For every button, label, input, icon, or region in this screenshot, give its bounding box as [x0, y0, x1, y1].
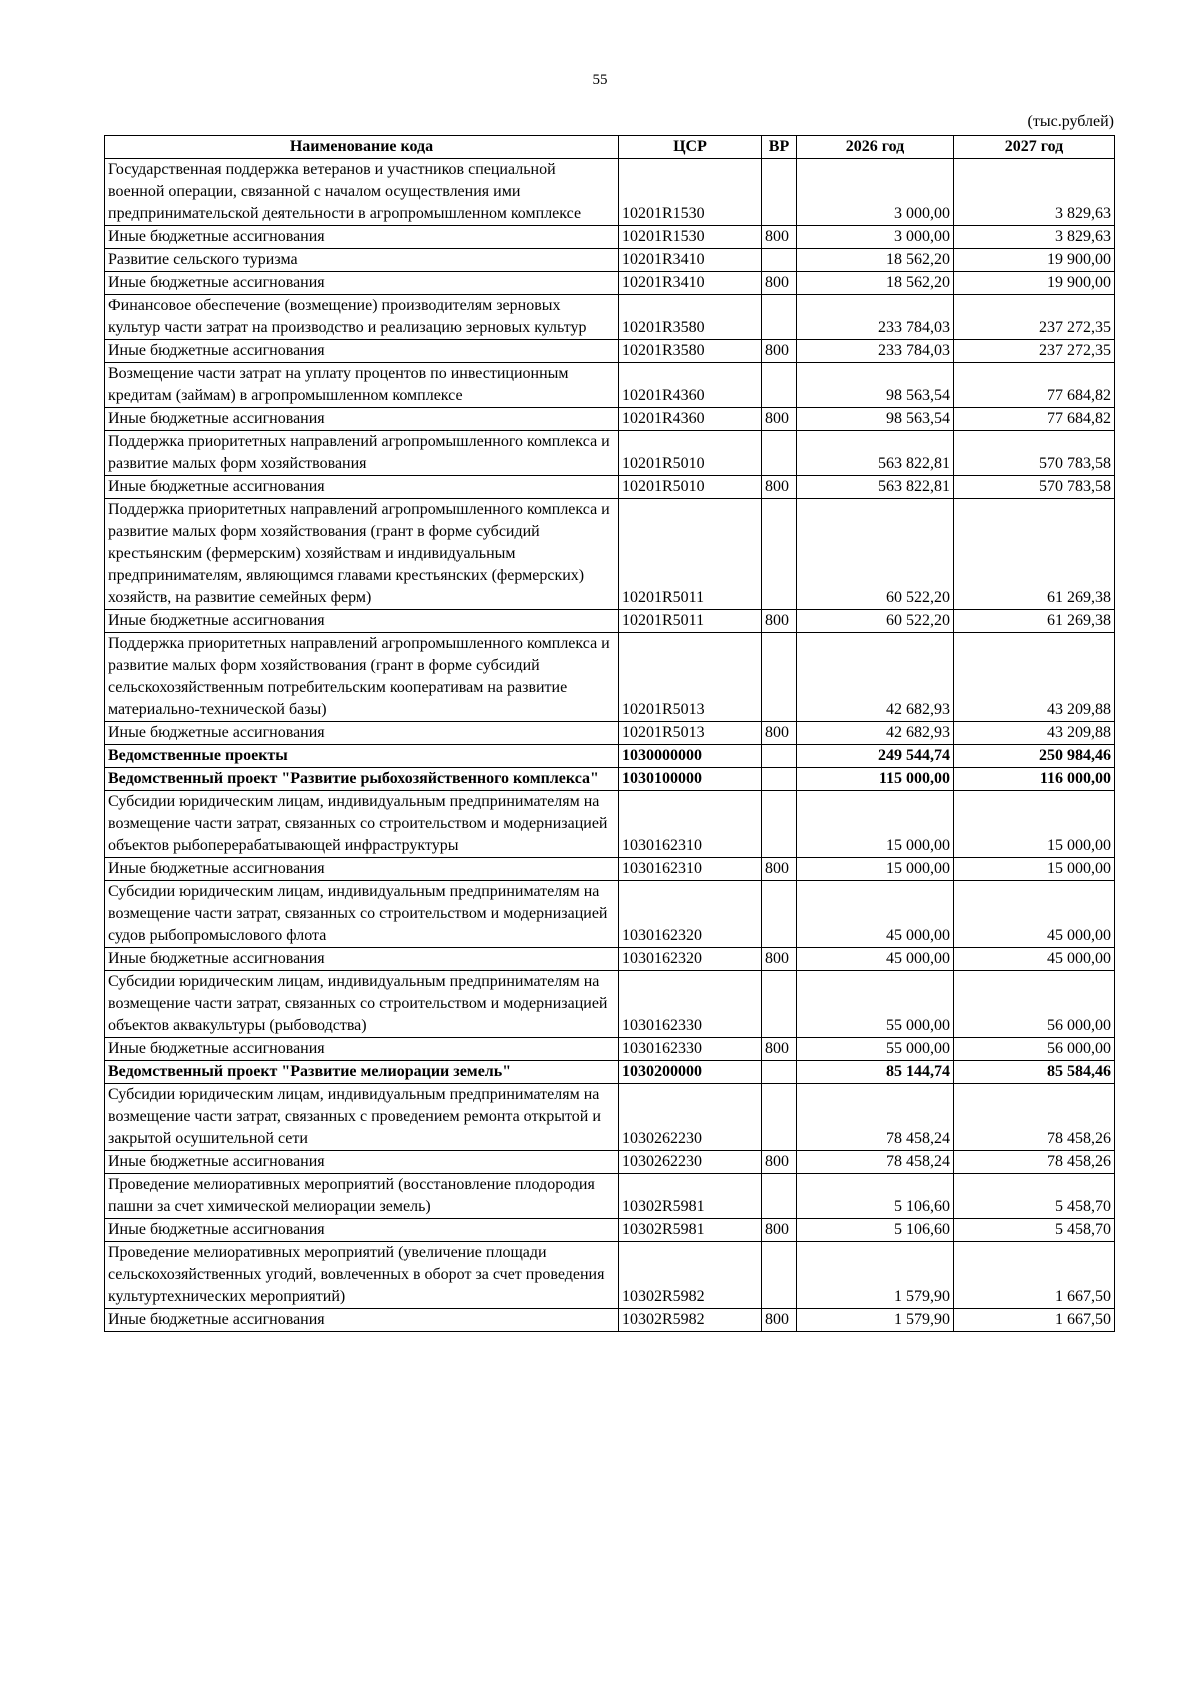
page-number: 55 — [592, 72, 608, 88]
value-2026-cell: 563 822,81 — [797, 431, 954, 476]
table-row — [105, 408, 1115, 431]
value-2026-cell: 45 000,00 — [797, 881, 954, 948]
vr-cell: 800 — [762, 1309, 797, 1332]
value-2027-cell: 45 000,00 — [954, 948, 1115, 971]
name-cell: Поддержка приоритетных направлений агропромышленного комплекса и развитие малых форм хозяйствования — [105, 431, 619, 476]
vr-cell — [762, 431, 797, 476]
vr-cell — [762, 249, 797, 272]
value-2026-cell: 60 522,20 — [797, 610, 954, 633]
value-2027-cell: 77 684,82 — [954, 408, 1115, 431]
table-row — [105, 791, 1115, 858]
name-cell: Иные бюджетные ассигнования — [105, 722, 619, 745]
csr-cell: 1030162330 — [619, 1038, 762, 1061]
table-row — [105, 159, 1115, 226]
value-2027-cell: 5 458,70 — [954, 1174, 1115, 1219]
name-cell: Финансовое обеспечение (возмещение) производителям зерновых культур части затрат на производство и реализацию зерновых культур — [105, 295, 619, 340]
csr-cell: 1030162310 — [619, 791, 762, 858]
vr-cell: 800 — [762, 1219, 797, 1242]
table-row — [105, 476, 1115, 499]
vr-cell: 800 — [762, 948, 797, 971]
units-label: (тыс.рублей) — [1027, 113, 1114, 130]
value-2026-cell: 1 579,90 — [797, 1242, 954, 1309]
csr-cell: 1030162320 — [619, 948, 762, 971]
value-2027-cell: 19 900,00 — [954, 249, 1115, 272]
value-2027-cell: 19 900,00 — [954, 272, 1115, 295]
value-2026-cell: 563 822,81 — [797, 476, 954, 499]
table-row — [105, 768, 1115, 791]
value-2027-cell: 237 272,35 — [954, 295, 1115, 340]
csr-cell: 10201R5011 — [619, 499, 762, 610]
value-2026-cell: 3 000,00 — [797, 226, 954, 249]
value-2027-cell: 15 000,00 — [954, 791, 1115, 858]
vr-cell: 800 — [762, 1038, 797, 1061]
csr-cell: 10201R5010 — [619, 431, 762, 476]
table-row — [105, 948, 1115, 971]
value-2027-cell: 1 667,50 — [954, 1242, 1115, 1309]
column-header-2026: 2026 год — [797, 136, 954, 159]
name-cell: Ведомственный проект "Развитие рыбохозяйственного комплекса" — [105, 768, 619, 791]
name-cell: Субсидии юридическим лицам, индивидуальным предпринимателям на возмещение части затрат, связанных со строительством и модернизацией объектов рыбоперерабатывающей инфраструктуры — [105, 791, 619, 858]
vr-cell — [762, 295, 797, 340]
value-2026-cell: 5 106,60 — [797, 1174, 954, 1219]
value-2027-cell: 43 209,88 — [954, 633, 1115, 722]
value-2027-cell: 78 458,26 — [954, 1084, 1115, 1151]
name-cell: Поддержка приоритетных направлений агропромышленного комплекса и развитие малых форм хозяйствования (грант в форме субсидий крестьянским (фермерским) хозяйствам и индивидуальным предпринимателям, являющимся главами крестьянских (фермерских) хозяйств, на развитие семейных ферм) — [105, 499, 619, 610]
value-2027-cell: 61 269,38 — [954, 610, 1115, 633]
table-row — [105, 226, 1115, 249]
vr-cell — [762, 499, 797, 610]
name-cell: Иные бюджетные ассигнования — [105, 1309, 619, 1332]
csr-cell: 10201R1530 — [619, 226, 762, 249]
value-2026-cell: 42 682,93 — [797, 633, 954, 722]
name-cell: Поддержка приоритетных направлений агропромышленного комплекса и развитие малых форм хозяйствования (грант в форме субсидий сельскохозяйственным потребительским кооперативам на развитие материально-технической базы) — [105, 633, 619, 722]
name-cell: Иные бюджетные ассигнования — [105, 408, 619, 431]
vr-cell — [762, 1242, 797, 1309]
csr-cell: 1030200000 — [619, 1061, 762, 1084]
vr-cell: 800 — [762, 408, 797, 431]
vr-cell — [762, 791, 797, 858]
column-header-vr: ВР — [762, 136, 797, 159]
budget-table — [104, 135, 1115, 1332]
csr-cell: 10201R3410 — [619, 249, 762, 272]
table-row — [105, 431, 1115, 476]
name-cell: Иные бюджетные ассигнования — [105, 476, 619, 499]
value-2027-cell: 3 829,63 — [954, 159, 1115, 226]
value-2026-cell: 15 000,00 — [797, 791, 954, 858]
value-2026-cell: 1 579,90 — [797, 1309, 954, 1332]
vr-cell — [762, 1174, 797, 1219]
table-row — [105, 1038, 1115, 1061]
name-cell: Иные бюджетные ассигнования — [105, 610, 619, 633]
value-2027-cell: 77 684,82 — [954, 363, 1115, 408]
value-2027-cell: 116 000,00 — [954, 768, 1115, 791]
table-row — [105, 499, 1115, 610]
table-row — [105, 633, 1115, 722]
name-cell: Ведомственный проект "Развитие мелиорации земель" — [105, 1061, 619, 1084]
value-2027-cell: 250 984,46 — [954, 745, 1115, 768]
csr-cell: 10201R5013 — [619, 722, 762, 745]
table-row — [105, 363, 1115, 408]
value-2027-cell: 56 000,00 — [954, 1038, 1115, 1061]
name-cell: Иные бюджетные ассигнования — [105, 272, 619, 295]
csr-cell: 10302R5981 — [619, 1219, 762, 1242]
name-cell: Субсидии юридическим лицам, индивидуальным предпринимателям на возмещение части затрат, связанных с проведением ремонта открытой и закрытой осушительной сети — [105, 1084, 619, 1151]
value-2027-cell: 45 000,00 — [954, 881, 1115, 948]
table-row — [105, 1309, 1115, 1332]
table-row — [105, 1174, 1115, 1219]
value-2026-cell: 249 544,74 — [797, 745, 954, 768]
value-2026-cell: 18 562,20 — [797, 272, 954, 295]
vr-cell — [762, 768, 797, 791]
name-cell: Иные бюджетные ассигнования — [105, 1038, 619, 1061]
value-2027-cell: 15 000,00 — [954, 858, 1115, 881]
value-2026-cell: 55 000,00 — [797, 1038, 954, 1061]
name-cell: Возмещение части затрат на уплату процентов по инвестиционным кредитам (займам) в агропромышленном комплексе — [105, 363, 619, 408]
value-2027-cell: 43 209,88 — [954, 722, 1115, 745]
column-header-2027: 2027 год — [954, 136, 1115, 159]
value-2027-cell: 61 269,38 — [954, 499, 1115, 610]
csr-cell: 1030162310 — [619, 858, 762, 881]
value-2027-cell: 1 667,50 — [954, 1309, 1115, 1332]
vr-cell — [762, 745, 797, 768]
name-cell: Проведение мелиоративных мероприятий (увеличение площади сельскохозяйственных угодий, вовлеченных в оборот за счет проведения культуртехнических мероприятий) — [105, 1242, 619, 1309]
name-cell: Государственная поддержка ветеранов и участников специальной военной операции, связанной с началом осуществления ими предпринимательской деятельности в агропромышленном комплексе — [105, 159, 619, 226]
vr-cell: 800 — [762, 476, 797, 499]
value-2027-cell: 5 458,70 — [954, 1219, 1115, 1242]
vr-cell — [762, 881, 797, 948]
csr-cell: 10201R3410 — [619, 272, 762, 295]
value-2026-cell: 55 000,00 — [797, 971, 954, 1038]
value-2026-cell: 78 458,24 — [797, 1151, 954, 1174]
value-2026-cell: 98 563,54 — [797, 363, 954, 408]
value-2026-cell: 15 000,00 — [797, 858, 954, 881]
csr-cell: 10201R4360 — [619, 363, 762, 408]
table-row — [105, 1242, 1115, 1309]
table-row — [105, 1084, 1115, 1151]
vr-cell — [762, 1061, 797, 1084]
name-cell: Субсидии юридическим лицам, индивидуальным предпринимателям на возмещение части затрат, связанных со строительством и модернизацией судов рыбопромыслового флота — [105, 881, 619, 948]
csr-cell: 10201R5011 — [619, 610, 762, 633]
value-2026-cell: 60 522,20 — [797, 499, 954, 610]
value-2026-cell: 78 458,24 — [797, 1084, 954, 1151]
value-2026-cell: 98 563,54 — [797, 408, 954, 431]
table-row — [105, 610, 1115, 633]
value-2026-cell: 45 000,00 — [797, 948, 954, 971]
table-row — [105, 340, 1115, 363]
value-2026-cell: 5 106,60 — [797, 1219, 954, 1242]
csr-cell: 10201R3580 — [619, 295, 762, 340]
vr-cell: 800 — [762, 272, 797, 295]
table-row — [105, 295, 1115, 340]
table-row — [105, 881, 1115, 948]
value-2027-cell: 85 584,46 — [954, 1061, 1115, 1084]
name-cell: Развитие сельского туризма — [105, 249, 619, 272]
csr-cell: 10201R5010 — [619, 476, 762, 499]
name-cell: Проведение мелиоративных мероприятий (восстановление плодородия пашни за счет химической мелиорации земель) — [105, 1174, 619, 1219]
csr-cell: 1030262230 — [619, 1084, 762, 1151]
vr-cell: 800 — [762, 340, 797, 363]
value-2027-cell: 570 783,58 — [954, 476, 1115, 499]
csr-cell: 1030162330 — [619, 971, 762, 1038]
value-2026-cell: 3 000,00 — [797, 159, 954, 226]
vr-cell: 800 — [762, 858, 797, 881]
table-row — [105, 249, 1115, 272]
csr-cell: 1030000000 — [619, 745, 762, 768]
vr-cell — [762, 159, 797, 226]
name-cell: Иные бюджетные ассигнования — [105, 858, 619, 881]
name-cell: Иные бюджетные ассигнования — [105, 226, 619, 249]
value-2027-cell: 237 272,35 — [954, 340, 1115, 363]
vr-cell: 800 — [762, 1151, 797, 1174]
name-cell: Иные бюджетные ассигнования — [105, 1219, 619, 1242]
table-row — [105, 745, 1115, 768]
name-cell: Субсидии юридическим лицам, индивидуальным предпринимателям на возмещение части затрат, связанных со строительством и модернизацией объектов аквакультуры (рыбоводства) — [105, 971, 619, 1038]
column-header-csr: ЦСР — [619, 136, 762, 159]
csr-cell: 10201R4360 — [619, 408, 762, 431]
csr-cell: 10201R3580 — [619, 340, 762, 363]
table-row — [105, 1061, 1115, 1084]
vr-cell — [762, 363, 797, 408]
value-2026-cell: 233 784,03 — [797, 340, 954, 363]
table-row — [105, 272, 1115, 295]
value-2026-cell: 42 682,93 — [797, 722, 954, 745]
value-2026-cell: 85 144,74 — [797, 1061, 954, 1084]
name-cell: Иные бюджетные ассигнования — [105, 1151, 619, 1174]
vr-cell — [762, 633, 797, 722]
vr-cell — [762, 971, 797, 1038]
vr-cell: 800 — [762, 226, 797, 249]
name-cell: Иные бюджетные ассигнования — [105, 340, 619, 363]
table-row — [105, 1219, 1115, 1242]
csr-cell: 10302R5982 — [619, 1309, 762, 1332]
value-2026-cell: 115 000,00 — [797, 768, 954, 791]
value-2026-cell: 18 562,20 — [797, 249, 954, 272]
value-2027-cell: 3 829,63 — [954, 226, 1115, 249]
value-2027-cell: 570 783,58 — [954, 431, 1115, 476]
vr-cell — [762, 1084, 797, 1151]
table-header-row — [105, 136, 1115, 159]
value-2027-cell: 78 458,26 — [954, 1151, 1115, 1174]
csr-cell: 1030262230 — [619, 1151, 762, 1174]
table-row — [105, 1151, 1115, 1174]
csr-cell: 1030100000 — [619, 768, 762, 791]
column-header-name: Наименование кода — [105, 136, 619, 159]
csr-cell: 10201R5013 — [619, 633, 762, 722]
vr-cell: 800 — [762, 722, 797, 745]
value-2027-cell: 56 000,00 — [954, 971, 1115, 1038]
csr-cell: 10302R5982 — [619, 1242, 762, 1309]
table-row — [105, 971, 1115, 1038]
table-row — [105, 858, 1115, 881]
csr-cell: 10302R5981 — [619, 1174, 762, 1219]
table-row — [105, 722, 1115, 745]
table-body — [105, 159, 1115, 1332]
name-cell: Иные бюджетные ассигнования — [105, 948, 619, 971]
vr-cell: 800 — [762, 610, 797, 633]
name-cell: Ведомственные проекты — [105, 745, 619, 768]
csr-cell: 10201R1530 — [619, 159, 762, 226]
value-2026-cell: 233 784,03 — [797, 295, 954, 340]
csr-cell: 1030162320 — [619, 881, 762, 948]
